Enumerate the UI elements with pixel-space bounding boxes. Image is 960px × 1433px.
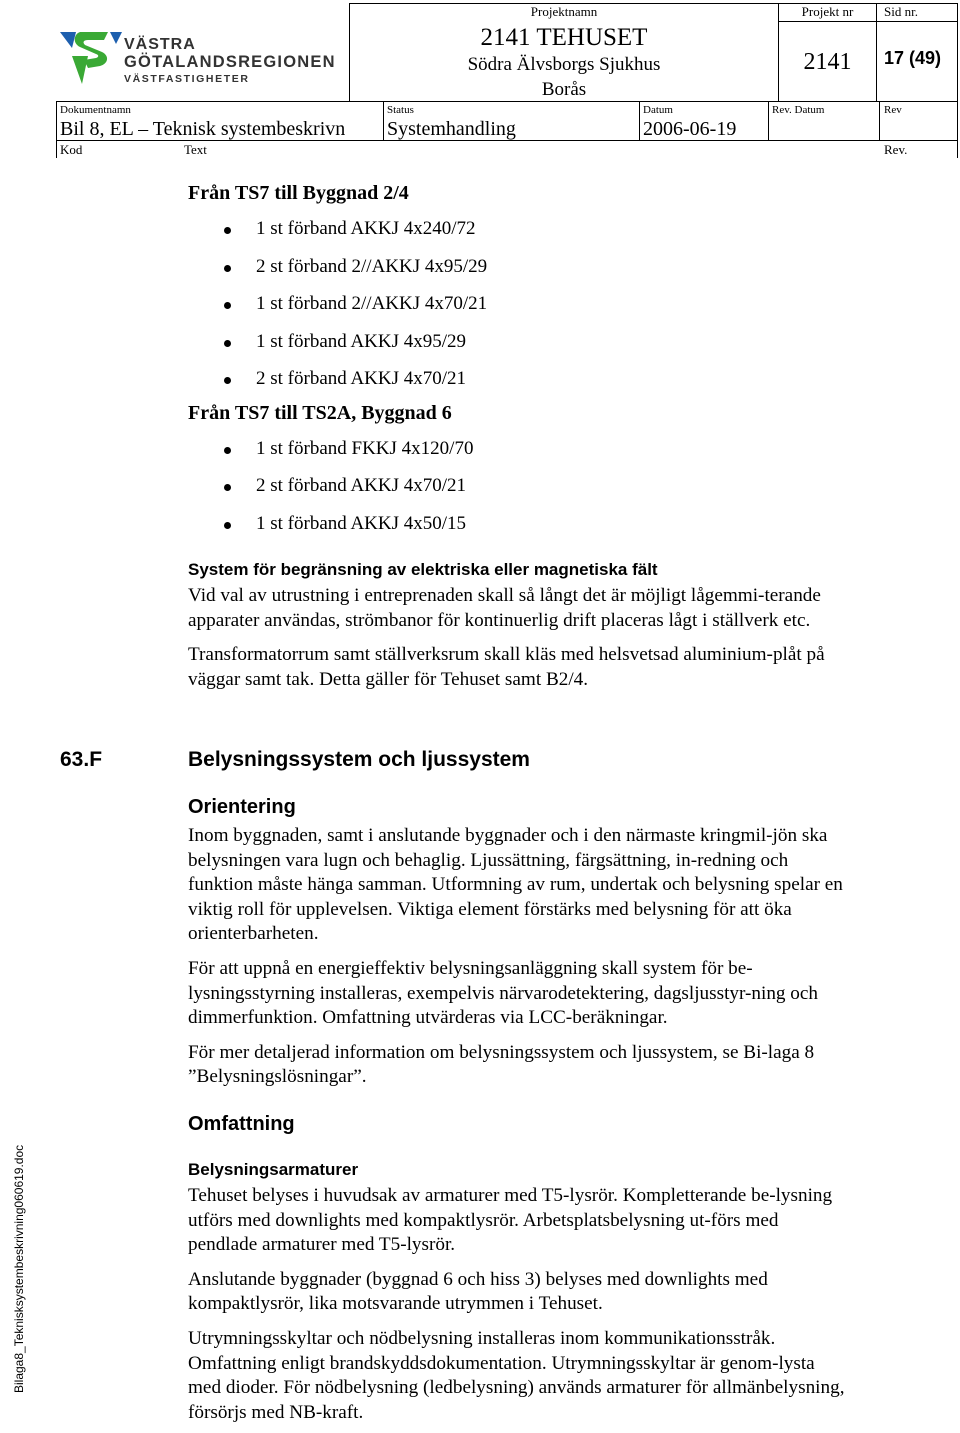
section-title-fields: System för begränsning av elektriska eller magnetiska fält <box>188 560 658 579</box>
projekt-nr: 2141 <box>803 49 852 75</box>
paragraph: För mer detaljerad information om belysningssystem och ljussystem, se Bi-laga 8 ”Belysningslösningar”. <box>188 1041 815 1088</box>
logo-mark-icon <box>58 28 124 88</box>
bullet-icon <box>224 265 231 272</box>
bullet-list-ts7-b24 <box>188 210 848 398</box>
bullet-icon <box>224 522 231 529</box>
paragraph: Vid val av utrustning i entreprenaden skall så långt det är möjligt lågemmi-terande apparater användas, strömbanor för kontinuerlig drift placeras lågt i ställverk etc. <box>188 585 821 631</box>
paragraph: Transformatorrum samt ställverksrum skall kläs med helsvetsad aluminium-plåt på väggar samt tak. Detta gäller för Tehuset samt B2/4. <box>188 644 825 690</box>
project-city: Borås <box>541 79 587 100</box>
list-item: 1 st förband 2//AKKJ 4x70/21 <box>188 285 848 323</box>
kod-label: Kod <box>60 142 83 157</box>
list-item: 2 st förband 2//AKKJ 4x95/29 <box>188 248 848 286</box>
bullet-icon <box>224 340 231 347</box>
section-title-ts7-ts2a: Från TS7 till TS2A, Byggnad 6 <box>188 401 452 424</box>
list-item: 1 st förband AKKJ 4x50/15 <box>188 505 848 543</box>
paragraph: Anslutande byggnader (byggnad 6 och hiss 3) belyses med downlights med kompaktlysrör, lika motsvarande utrymmen i Tehuset. <box>188 1268 768 1315</box>
document-body <box>188 178 848 692</box>
logo-line3: VÄSTFASTIGHETER <box>124 73 250 85</box>
list-item: 1 st förband AKKJ 4x240/72 <box>188 210 848 248</box>
list-item: 1 st förband FKKJ 4x120/70 <box>188 430 848 468</box>
list-item: 1 st förband AKKJ 4x95/29 <box>188 323 848 361</box>
dokumentnamn-label: Dokumentnamn <box>60 104 131 116</box>
rev-datum-label: Rev. Datum <box>772 104 825 116</box>
project-title: 2141 TEHUSET <box>480 24 648 51</box>
lighting-section <box>188 793 848 1425</box>
datum-label: Datum <box>643 104 673 116</box>
text-label: Text <box>184 142 207 157</box>
orientering-title: Orientering <box>188 796 296 818</box>
chapter-number: 63.F <box>60 748 103 771</box>
rev2-label: Rev. <box>884 142 908 157</box>
bullet-icon <box>224 377 231 384</box>
section-title-ts7-b24: Från TS7 till Byggnad 2/4 <box>188 182 409 204</box>
bullet-icon <box>224 302 231 309</box>
rev-label: Rev <box>884 104 902 116</box>
sid-value: 17 (49) <box>884 48 942 68</box>
sid-label: Sid nr. <box>884 4 918 19</box>
paragraph: Tehuset belyses i huvudsak av armaturer med T5-lysrör. Kompletterande be-lysning utförs med downlights med kompaktlysrör. Arbetsplatsbelysning ut-förs med pendlade armaturer med T5-lysrör. <box>188 1184 833 1256</box>
side-file-label: Bilaga8_Teknisksystembeskrivning060619.doc <box>12 1144 26 1393</box>
logo-line2: GÖTALANDSREGIONEN <box>124 53 336 71</box>
bullet-icon <box>224 447 231 454</box>
belysningsarmaturer-title: Belysningsarmaturer <box>188 1159 359 1179</box>
paragraph: Utrymningsskyltar och nödbelysning installeras inom kommunikationsstråk. Omfattning enligt brandskyddsdokumentation. Utrymningsskyltar är genom-lysta med dioder. För nödbelysning (ledbelysning) används armaturer för allmänbelysning, försörjs med NB-kraft. <box>188 1327 845 1423</box>
omfattning-title: Omfattning <box>188 1112 295 1135</box>
projektnamn-label: Projektnamn <box>530 4 598 19</box>
list-item: 2 st förband AKKJ 4x70/21 <box>188 360 848 398</box>
chapter-title: Belysningssystem och ljussystem <box>188 748 530 771</box>
paragraph: För att uppnå en energieffektiv belysningsanläggning skall system för be-lysningsstyrning installeras, exempelvis närvarodetektering, dagsljusstyr-ning och dimmerfunktion. Omfattning utvärderas via LCC-beräkningar. <box>188 957 819 1029</box>
bullet-list-ts7-ts2a <box>188 430 848 543</box>
status-label: Status <box>387 104 414 116</box>
list-item: 2 st förband AKKJ 4x70/21 <box>188 467 848 505</box>
logo <box>58 26 343 90</box>
bullet-icon <box>224 227 231 234</box>
bullet-icon <box>224 484 231 491</box>
project-subtitle: Södra Älvsborgs Sjukhus <box>467 54 661 75</box>
dokumentnamn: Bil 8, EL – Teknisk systembeskrivn <box>60 118 346 140</box>
datum: 2006-06-19 <box>643 118 737 140</box>
status: Systemhandling <box>387 118 516 140</box>
document-header <box>0 0 960 160</box>
logo-line1: VÄSTRA <box>124 36 196 53</box>
projekt-nr-label: Projekt nr <box>801 4 854 19</box>
paragraph: Inom byggnaden, samt i anslutande byggnader och i den närmaste kringmil-jön ska belysningen vara lugn och behaglig. Ljussättning, färgsättning, in-redning och funktion måste hänga samman. Utformning av rum, undertak och belysning spelar en viktig roll för upplevelsen. Viktiga element förstärks med belysning för att öka orienterbarheten. <box>188 825 843 945</box>
